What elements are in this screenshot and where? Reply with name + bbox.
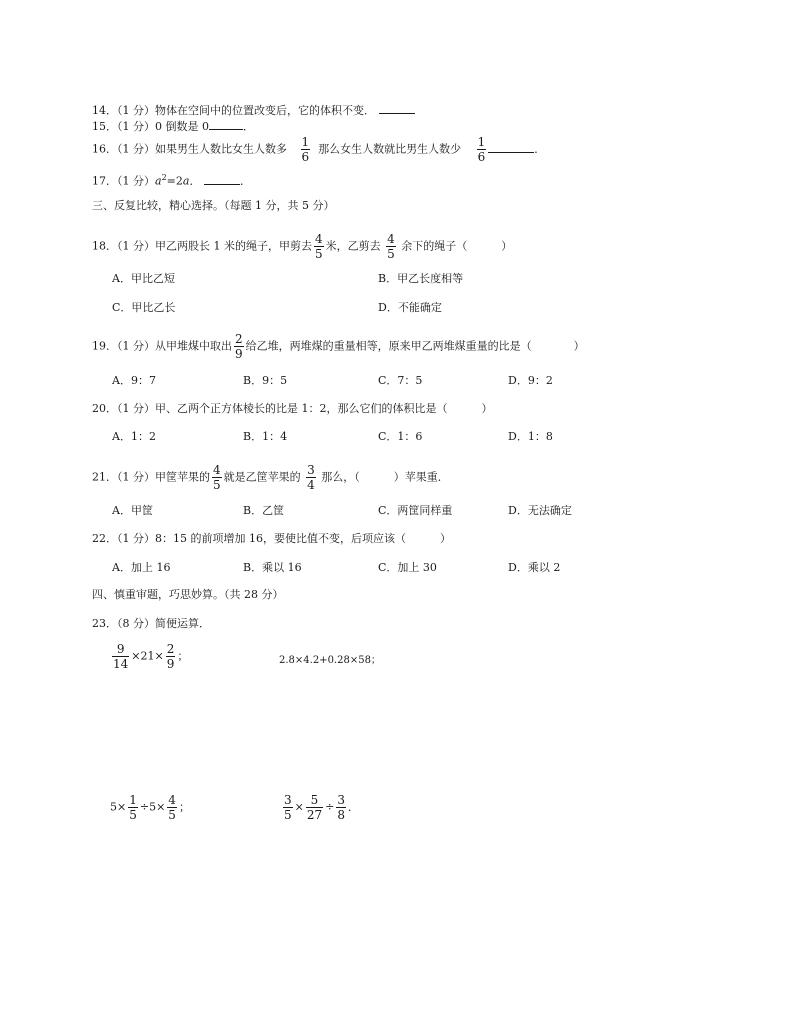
question-end: ．: [243, 120, 254, 133]
numerator: 1: [477, 135, 486, 149]
option-b[interactable]: B．1：4: [243, 430, 288, 443]
question-score: （1 分）: [117, 339, 155, 353]
option-c[interactable]: C．两筐同样重: [378, 504, 453, 517]
question-text: 8：15 的前项增加 16，要使比值不变，后项应该（: [155, 532, 406, 545]
denominator: 6: [301, 150, 310, 164]
question-end: ．: [534, 142, 546, 156]
numerator: 9: [112, 643, 129, 657]
fraction: [306, 464, 316, 491]
question-text-end: ）: [440, 532, 451, 545]
question-text-b: 米，乙剪去: [325, 239, 381, 253]
question-text-c: 那么，（: [321, 470, 360, 484]
option-a[interactable]: A．加上 16: [112, 561, 171, 574]
math-end: ；: [178, 800, 190, 814]
question-text-d: ）: [501, 239, 513, 253]
math-end: ．: [348, 800, 359, 814]
denominator: 5: [315, 247, 323, 261]
numerator: 2: [235, 332, 243, 346]
numerator: 5: [306, 794, 323, 808]
denominator: 27: [306, 808, 323, 822]
denominator: 9: [166, 657, 175, 671]
numerator: 3: [337, 793, 345, 807]
fraction: [234, 333, 244, 360]
question-number: 19．: [92, 339, 117, 353]
option-b[interactable]: B．9：5: [243, 374, 288, 387]
fraction: [166, 643, 176, 670]
answer-blank[interactable]: [488, 141, 534, 153]
fraction: [212, 464, 222, 491]
question-number: 21．: [92, 470, 117, 484]
math-operator: ÷: [325, 800, 335, 814]
fraction: [283, 794, 293, 821]
question-19: [92, 333, 585, 360]
option-c[interactable]: C．加上 30: [378, 561, 437, 574]
question-score: （1 分）: [117, 402, 155, 415]
section-3-heading: 三、反复比较，精心选择。（每题 1 分，共 5 分）: [92, 199, 335, 212]
math-operator: ×: [294, 800, 304, 814]
question-text-a: 从甲堆煤中取出: [155, 339, 232, 353]
denominator: 9: [235, 347, 243, 361]
question-text-a: 甲乙两股长 1 米的绳子，甲剪去: [155, 239, 312, 253]
fraction: [386, 233, 396, 260]
math-operator: ×21×: [131, 649, 164, 663]
question-text-d: ）苹果重．: [393, 470, 449, 484]
answer-blank[interactable]: [379, 102, 415, 114]
question-text-a: 如果男生人数比女生人数多: [155, 142, 287, 156]
math-operator: ÷5×: [139, 800, 166, 814]
option-d[interactable]: D．无法确定: [508, 504, 572, 517]
question-text-c: ）: [573, 339, 585, 353]
question-15: [92, 118, 254, 134]
question-number: 15．: [92, 120, 117, 133]
question-number: 22．: [92, 532, 117, 545]
answer-blank[interactable]: [209, 118, 243, 130]
option-d[interactable]: D．乘以 2: [508, 561, 561, 574]
question-text-b: 就是乙筐苹果的: [223, 470, 301, 484]
question-16: [92, 136, 545, 163]
fraction: [301, 136, 311, 163]
question-score: （1 分）: [117, 174, 155, 188]
numerator: 1: [301, 135, 310, 149]
math-variable: a: [182, 174, 190, 188]
question-text-b: 给乙堆，两堆煤的重量相等，原来甲乙两堆煤重量的比是（: [245, 339, 532, 353]
question-text-a: 甲筐苹果的: [155, 470, 210, 484]
fraction: [167, 794, 177, 821]
question-score: （1 分）: [117, 470, 155, 484]
numerator: 2: [166, 642, 175, 656]
question-number: 20．: [92, 402, 117, 415]
question-text: 简便运算．: [155, 617, 210, 630]
math-operator: =2: [166, 174, 183, 188]
question-21: [92, 464, 449, 491]
calc-expression-4: [281, 794, 359, 821]
answer-blank[interactable]: [204, 173, 240, 185]
question-text-end: ）: [481, 402, 493, 415]
option-a[interactable]: A．甲比乙短: [112, 272, 175, 285]
option-c[interactable]: C．1：6: [378, 430, 423, 443]
question-number: 23．: [92, 617, 117, 630]
section-4-heading: 四、慎重审题，巧思妙算。（共 28 分）: [92, 588, 284, 601]
numerator: 4: [213, 463, 221, 477]
question-end: ．: [239, 174, 251, 188]
question-number: 16．: [92, 142, 117, 156]
denominator: 5: [129, 808, 137, 822]
option-a[interactable]: A．9：7: [112, 374, 156, 387]
denominator: 5: [213, 478, 221, 492]
question-20: [92, 402, 493, 416]
numerator: 3: [307, 463, 315, 477]
math-lead: 5×: [110, 800, 127, 814]
option-d[interactable]: D．不能确定: [378, 301, 442, 314]
fraction: [306, 794, 323, 821]
option-d[interactable]: D．1：8: [508, 430, 553, 443]
numerator: 4: [168, 793, 176, 807]
denominator: 5: [168, 808, 176, 822]
option-c[interactable]: C．甲比乙长: [112, 301, 176, 314]
question-18: [92, 233, 512, 260]
question-number: 18．: [92, 239, 117, 253]
question-score: （1 分）: [117, 142, 155, 156]
denominator: 6: [477, 150, 486, 164]
option-c[interactable]: C．7：5: [378, 374, 423, 387]
question-text: 0 倒数是 0: [155, 120, 209, 133]
question-text-c: 余下的绳子（: [401, 239, 468, 253]
option-a[interactable]: A．甲筐: [112, 504, 153, 517]
question-score: （1 分）: [117, 120, 155, 133]
option-b[interactable]: B．乘以 16: [243, 561, 302, 574]
denominator: 5: [387, 247, 395, 261]
denominator: 5: [284, 808, 292, 822]
question-17: [92, 171, 251, 189]
question-23: [92, 617, 210, 631]
question-14: [92, 102, 415, 118]
question-22: [92, 532, 451, 546]
math-exponent: 2: [161, 173, 167, 182]
calc-expression-1: [110, 643, 188, 670]
fraction: [336, 794, 346, 821]
math-variable: a: [155, 174, 162, 188]
math-end: ；: [177, 649, 189, 663]
fraction: [112, 643, 129, 670]
question-number: 14．: [92, 104, 117, 117]
question-text: 物体在空间中的位置改变后，它的体积不变．: [155, 104, 375, 117]
math-end: ．: [189, 174, 201, 188]
fraction: [128, 794, 138, 821]
option-b[interactable]: B．甲乙长度相等: [378, 272, 464, 285]
question-number: 17．: [92, 174, 117, 188]
denominator: 8: [337, 808, 345, 822]
question-score: （1 分）: [117, 239, 155, 253]
denominator: 4: [307, 478, 315, 492]
option-d[interactable]: D．9：2: [508, 374, 553, 387]
numerator: 3: [284, 793, 292, 807]
question-text-b: 那么女生人数就比男生人数少: [318, 142, 462, 156]
numerator: 4: [315, 232, 323, 246]
calc-expression-2: 2.8×4.2+0.28×58；: [279, 655, 381, 666]
option-a[interactable]: A．1：2: [112, 430, 156, 443]
question-text: 甲、乙两个正方体棱长的比是 1：2，那么它们的体积比是（: [155, 402, 448, 415]
calc-expression-3: [110, 794, 190, 821]
question-score: （1 分）: [117, 104, 155, 117]
option-b[interactable]: B．乙筐: [243, 504, 285, 517]
denominator: 14: [113, 657, 129, 671]
question-score: （1 分）: [117, 532, 155, 545]
numerator: 1: [129, 793, 137, 807]
fraction: [314, 233, 324, 260]
question-score: （8 分）: [117, 617, 155, 630]
fraction: [477, 136, 487, 163]
numerator: 4: [387, 232, 395, 246]
